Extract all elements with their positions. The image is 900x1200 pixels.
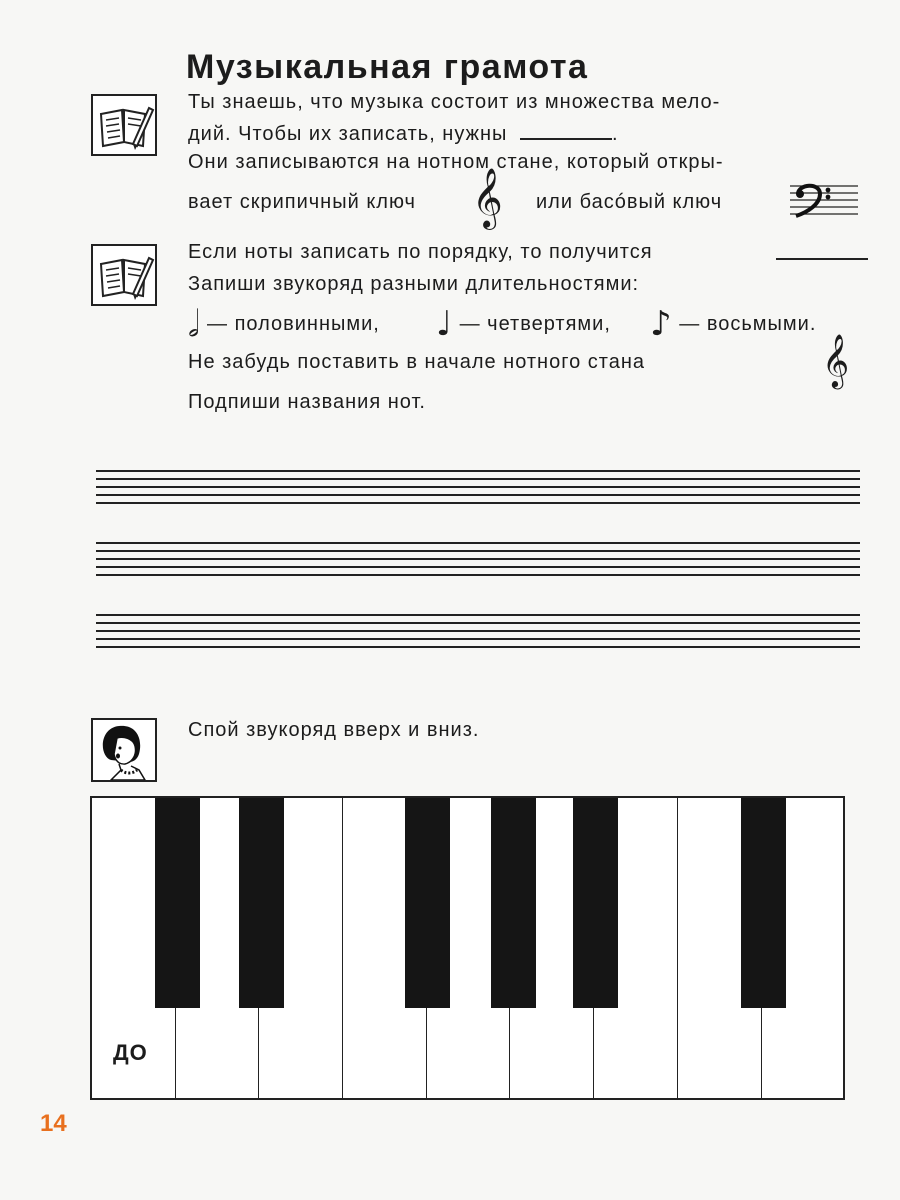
black-key[interactable] bbox=[573, 798, 618, 1008]
eighth-note-row bbox=[650, 304, 817, 344]
para1-line3: Они записываются на нотном стане, который откры- bbox=[188, 151, 724, 173]
answer-blank-1[interactable] bbox=[520, 134, 612, 140]
para3-line1: Спой звукоряд вверх и вниз. bbox=[188, 719, 480, 741]
black-key[interactable] bbox=[741, 798, 786, 1008]
girl-singing-icon bbox=[91, 718, 157, 782]
half-note-label: — половинными, bbox=[207, 313, 380, 335]
page-number: 14 bbox=[40, 1110, 67, 1137]
bass-clef-icon bbox=[790, 180, 858, 220]
para1-line1: Ты знаешь, что музыка состоит из множества мело- bbox=[188, 91, 721, 113]
para1-line4b: или басóвый ключ bbox=[536, 191, 723, 213]
answer-blank-2[interactable] bbox=[776, 258, 868, 260]
notebook-pencil-icon bbox=[91, 244, 157, 306]
half-note-icon: 𝅗𝅥 bbox=[188, 304, 201, 345]
music-staff-1[interactable] bbox=[96, 470, 860, 506]
para1-line2-text: дий. Чтобы их записать, нужны bbox=[188, 123, 508, 145]
eighth-note-label: — восьмыми. bbox=[679, 313, 817, 335]
para2-line1: Если ноты записать по порядку, то получится bbox=[188, 241, 653, 263]
key-label-do: ДО bbox=[113, 1040, 148, 1065]
treble-clef-icon: 𝄞 bbox=[472, 168, 503, 228]
quarter-note-row bbox=[436, 304, 611, 344]
page-title: Музыкальная грамота bbox=[186, 48, 589, 86]
quarter-note-label: — четвертями, bbox=[459, 313, 611, 335]
music-staff-2[interactable] bbox=[96, 542, 860, 578]
quarter-note-icon: ♩ bbox=[436, 304, 454, 344]
para1-line2-end: . bbox=[611, 123, 619, 145]
black-key[interactable] bbox=[405, 798, 450, 1008]
music-staff-3[interactable] bbox=[96, 614, 860, 650]
black-key[interactable] bbox=[239, 798, 284, 1008]
black-key[interactable] bbox=[155, 798, 200, 1008]
notebook-pencil-icon bbox=[91, 94, 157, 156]
piano-keyboard bbox=[90, 796, 845, 1100]
half-note-row bbox=[188, 304, 380, 345]
black-key[interactable] bbox=[491, 798, 536, 1008]
para2-line5: Подпиши названия нот. bbox=[188, 391, 426, 413]
para2-line4: Не забудь поставить в начале нотного стана bbox=[188, 351, 645, 373]
para1-line4a: вает скрипичный ключ bbox=[188, 191, 416, 213]
eighth-note-icon: ♪ bbox=[650, 304, 673, 344]
treble-clef-icon: 𝄞 bbox=[822, 333, 850, 387]
para1-line2 bbox=[188, 122, 619, 146]
para2-line2: Запиши звукоряд разными длительностями: bbox=[188, 273, 640, 295]
